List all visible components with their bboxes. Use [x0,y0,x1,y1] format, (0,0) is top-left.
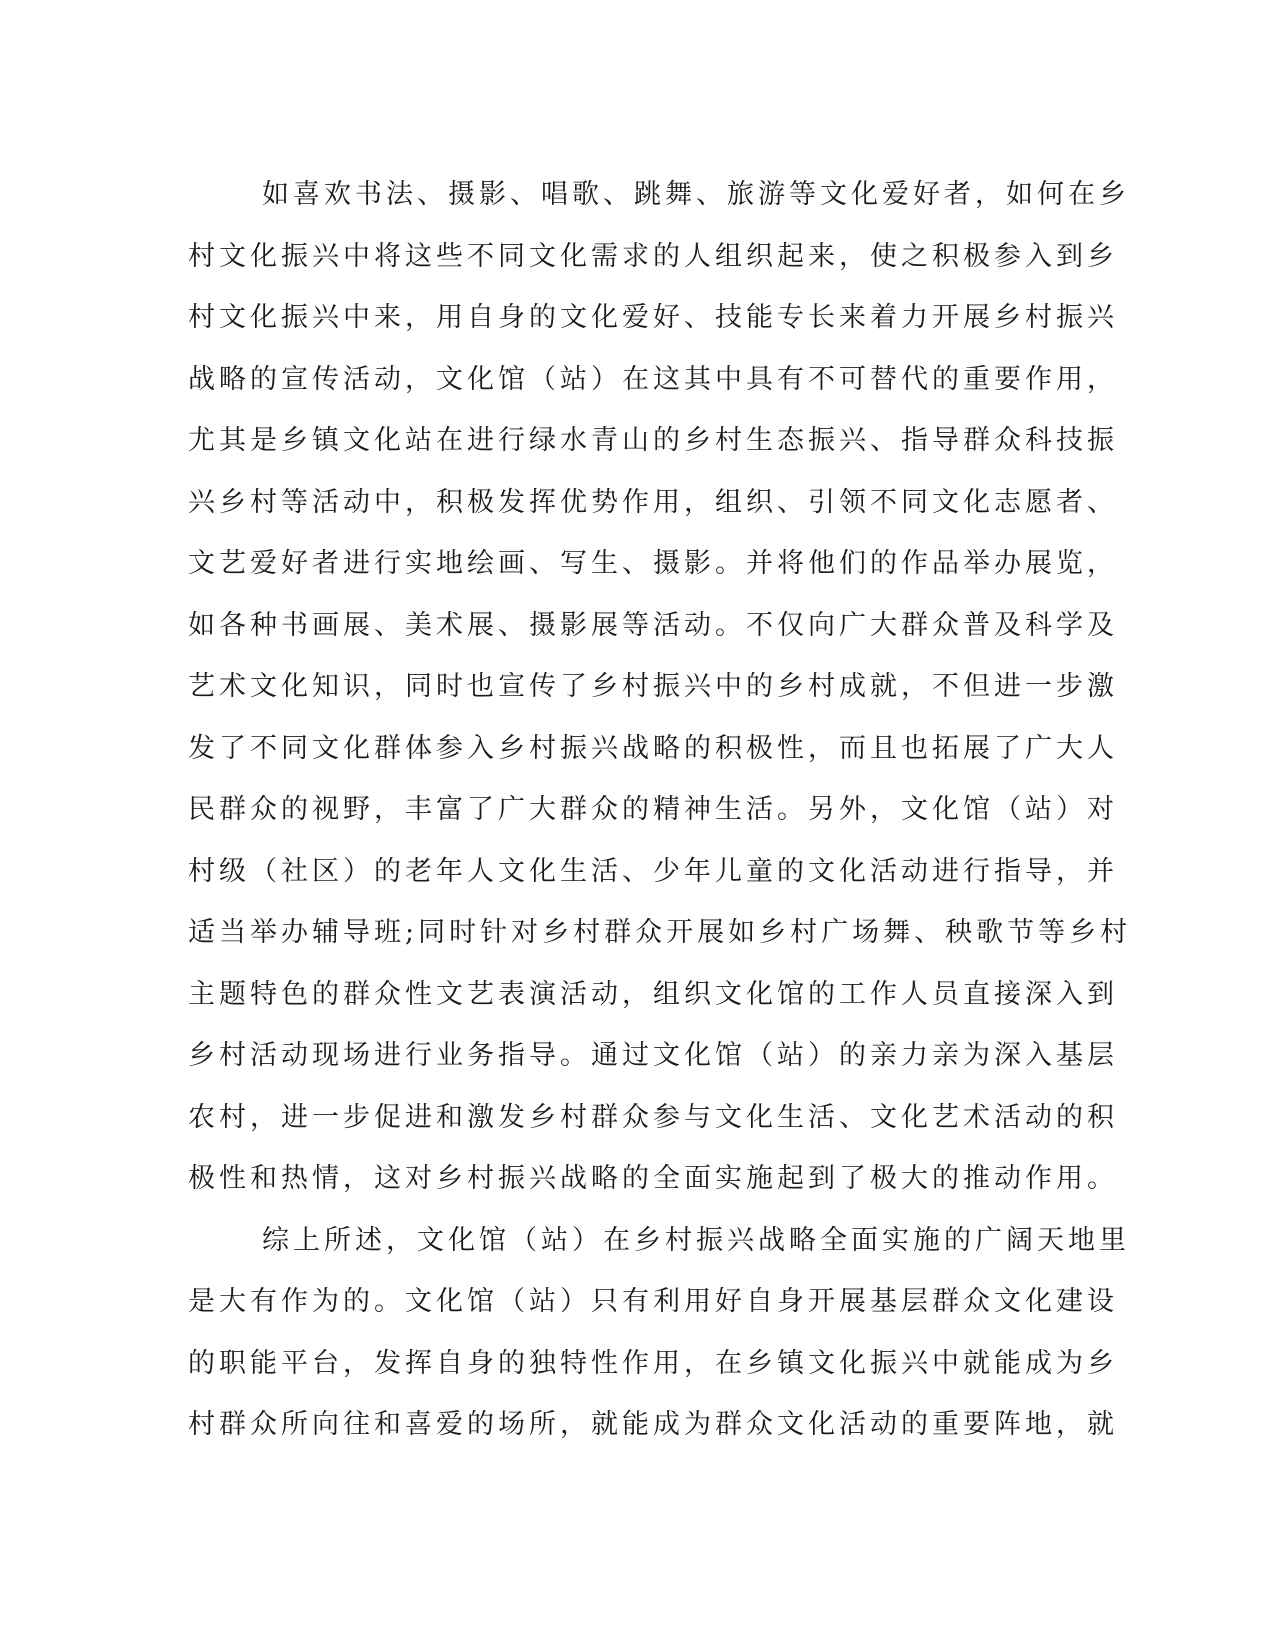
text-line: 村级（社区）的老年人文化生活、少年儿童的文化活动进行指导，并 [188,855,1118,887]
text-line: 适当举办辅导班;同时针对乡村群众开展如乡村广场舞、秧歌节等乡村 [188,917,1132,948]
text-line: 村群众所向往和喜爱的场所，就能成为群众文化活动的重要阵地，就 [188,1409,1118,1440]
text-line: 是大有作为的。文化馆（站）只有利用好自身开展基层群众文化建设 [188,1286,1118,1317]
text-line: 村文化振兴中将这些不同文化需求的人组织起来，使之积极参入到乡 [188,240,1118,272]
text-line: 如各种书画展、美术展、摄影展等活动。不仅向广大群众普及科学及 [188,609,1118,641]
text-line: 极性和热情，这对乡村振兴战略的全面实施起到了极大的推动作用。 [188,1163,1118,1194]
text-line: 乡村活动现场进行业务指导。通过文化馆（站）的亲力亲为深入基层 [188,1040,1118,1071]
body-text [188,164,1132,1456]
text-line: 艺术文化知识，同时也宣传了乡村振兴中的乡村成就，不但进一步激 [188,671,1118,702]
text-line: 文艺爱好者进行实地绘画、写生、摄影。并将他们的作品举办展览， [188,548,1118,579]
text-line: 主题特色的群众性文艺表演活动，组织文化馆的工作人员直接深入到 [188,978,1118,1010]
text-line: 村文化振兴中来，用自身的文化爱好、技能专长来着力开展乡村振兴 [188,302,1118,333]
text-line: 综上所述，文化馆（站）在乡村振兴战略全面实施的广阔天地里 [262,1224,1130,1256]
text-line: 农村，进一步促进和激发乡村群众参与文化生活、文化艺术活动的积 [188,1101,1118,1133]
paragraph [188,164,1132,1210]
text-line: 战略的宣传活动，文化馆（站）在这其中具有不可替代的重要作用， [188,363,1118,395]
paragraph [188,1210,1130,1456]
text-line: 发了不同文化群体参入乡村振兴战略的积极性，而且也拓展了广大人 [188,732,1118,764]
text-line: 民群众的视野，丰富了广大群众的精神生活。另外，文化馆（站）对 [188,794,1118,825]
text-line: 的职能平台，发挥自身的独特性作用，在乡镇文化振兴中就能成为乡 [188,1347,1118,1379]
text-line: 尤其是乡镇文化站在进行绿水青山的乡村生态振兴、指导群众科技振 [188,425,1118,456]
text-line: 如喜欢书法、摄影、唱歌、跳舞、旅游等文化爱好者，如何在乡 [262,179,1130,210]
text-line: 兴乡村等活动中，积极发挥优势作用，组织、引领不同文化志愿者、 [188,486,1118,518]
